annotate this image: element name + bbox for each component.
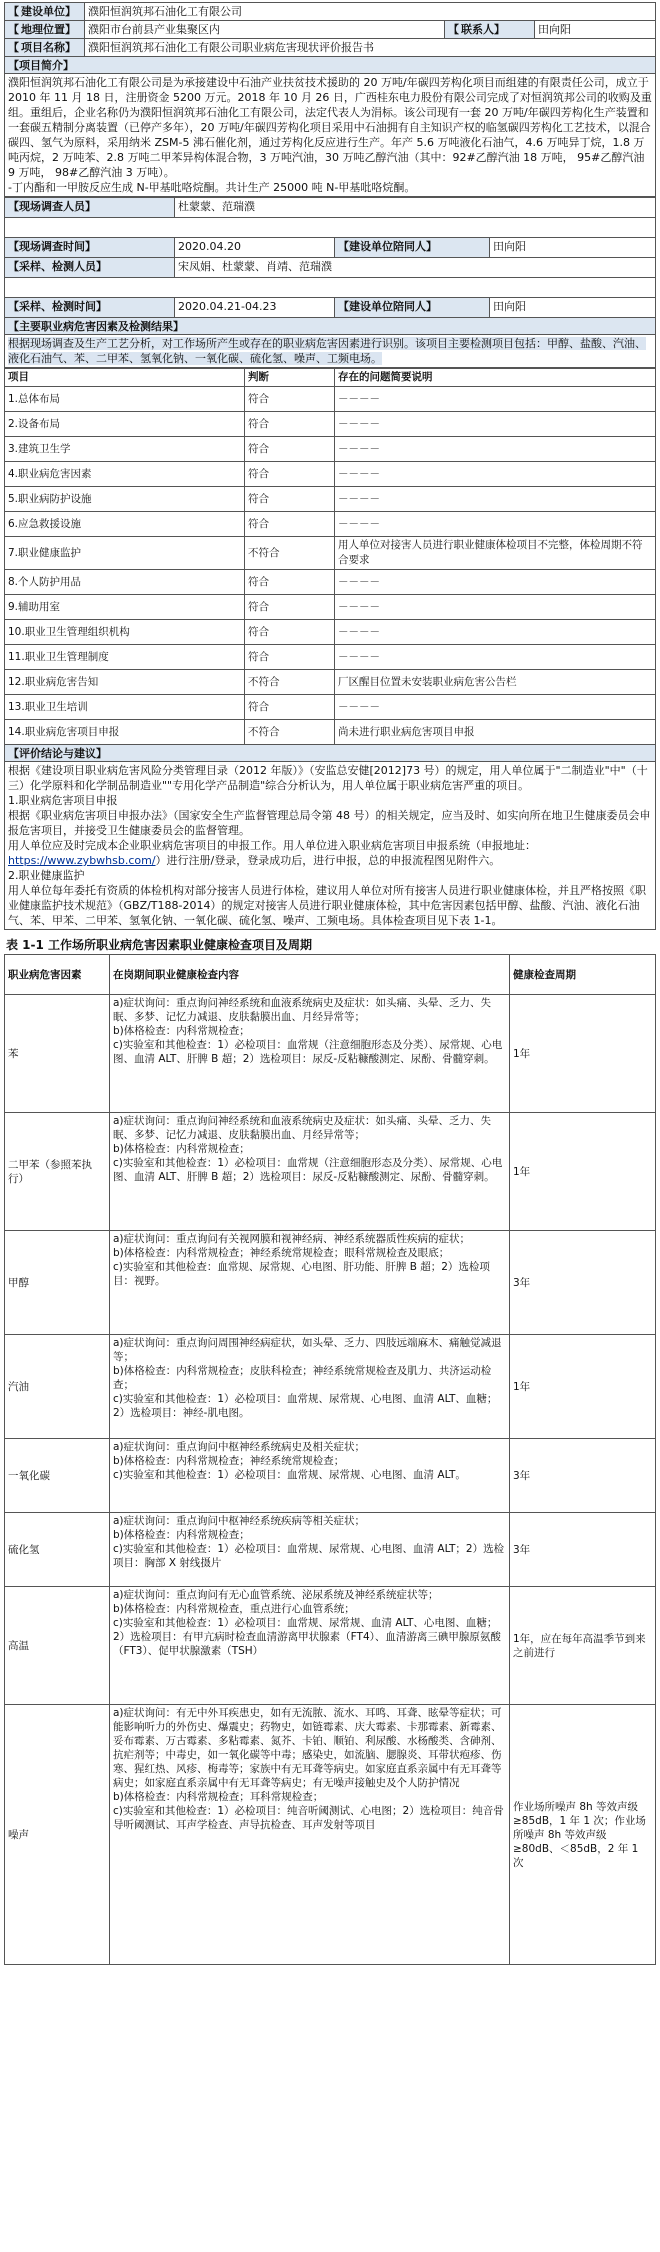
judgement-item: 10.职业卫生管理组织机构 <box>5 620 245 645</box>
judgement-note: －－－－ <box>335 412 656 437</box>
judgement-row <box>5 670 656 695</box>
judgement-note: －－－－ <box>335 387 656 412</box>
judgement-row <box>5 620 656 645</box>
project-value: 濮阳恒润筑邦石油化工有限公司职业病危害现状评价报告书 <box>85 39 656 57</box>
judgement-item: 9.辅助用室 <box>5 595 245 620</box>
health-cycle: 1年 <box>510 1335 656 1439</box>
investigators-value: 杜蒙蒙、范瑞濮 <box>175 198 656 218</box>
address-label: 【 地理位置】 <box>5 21 85 39</box>
survey-time-label: 【现场调查时间】 <box>5 238 175 258</box>
health-row <box>5 1439 656 1513</box>
sampling-value: 宋凤娟、杜蒙蒙、肖靖、范瑞濮 <box>175 258 656 278</box>
conclusion-para-3: 用人单位应及时完成本企业职业病危害项目的申报工作。用人单位进入职业病危害项目申报系统（申报地址：https://www.zybwhsb.com/）进行注册/登录，登录成功后，进行申报，总的申报流程图见附件六。 <box>8 839 536 867</box>
health-factor: 二甲苯（参照苯执行） <box>5 1113 110 1231</box>
judgement-item: 4.职业病危害因素 <box>5 462 245 487</box>
judgement-result: 不符合 <box>245 670 335 695</box>
health-header-row <box>5 955 656 995</box>
health-cycle: 1年，应在每年高温季节到来之前进行 <box>510 1587 656 1705</box>
judgement-item: 8.个人防护用品 <box>5 570 245 595</box>
factors-title: 【主要职业病危害因素及检测结果】 <box>4 318 656 335</box>
health-content: a)症状询问：重点询问神经系统和血液系统病史及症状：如头痛、头晕、乏力、失眠、多梦、记忆力减退、皮肤黏膜出血、月经异常等； b)体格检查：内科常规检查； c)实验室和其他检查：1）必检项目：血常规（注意细胞形态及分类）、尿常规、心电图、血清 ALT、肝脾 B 超；2）选检项目：尿反-反粘糠酸测定、尿酚、骨髓穿刺。 <box>110 1113 510 1231</box>
judgement-row <box>5 512 656 537</box>
judgement-item: 2.设备布局 <box>5 412 245 437</box>
conclusion-para-1: 根据《建设项目职业病危害风险分类管理目录（2012 年版）》（安监总安健[2012]73 号）的规定，用人单位属于"二制造业"中"（十三）化学原料和化学制品制造业""专用化学产品制造"综合分析认为，用人单位属于职业病危害严重的项目。 <box>8 764 648 792</box>
spacer-row <box>5 278 656 298</box>
judgement-result: 符合 <box>245 462 335 487</box>
health-cycle: 作业场所噪声 8h 等效声级≥85dB，1 年 1 次；作业场所噪声 8h 等效声级≥80dB、＜85dB，2 年 1 次 <box>510 1705 656 1965</box>
escort2-label: 【建设单位陪同人】 <box>335 298 490 318</box>
health-factor: 汽油 <box>5 1335 110 1439</box>
sampling-time-label: 【采样、检测时间】 <box>5 298 175 318</box>
health-cycle: 1年 <box>510 1113 656 1231</box>
health-row <box>5 1513 656 1587</box>
judgement-item: 14.职业病危害项目申报 <box>5 720 245 745</box>
health-factor: 噪声 <box>5 1705 110 1965</box>
conclusion-heading-1: 1.职业病危害项目申报 <box>8 794 118 807</box>
judgement-result: 不符合 <box>245 720 335 745</box>
health-cycle: 3年 <box>510 1231 656 1335</box>
health-row <box>5 1113 656 1231</box>
health-content: a)症状询问：重点询问有关视网膜和视神经病、神经系统器质性疾病的症状； b)体格检查：内科常规检查；神经系统常规检查；眼科常规检查及眼底； c)实验室和其他检查：血常规、尿常规、心电图、肝功能、肝脾 B 超；2）选检项目：视野。 <box>110 1231 510 1335</box>
overview-title: 【项目简介】 <box>4 57 656 74</box>
conclusion-para-2: 根据《职业病危害项目申报办法》（国家安全生产监督管理总局令第 48 号）的相关规定，应当及时、如实向所在地卫生健康委员会申报危害项目，并接受卫生健康委员会的监督管理。 <box>8 809 651 837</box>
judgement-note: 尚未进行职业病危害项目申报 <box>335 720 656 745</box>
judgement-item: 11.职业卫生管理制度 <box>5 645 245 670</box>
judgement-result: 符合 <box>245 645 335 670</box>
survey-table <box>4 197 656 318</box>
judgement-result: 符合 <box>245 570 335 595</box>
judgement-item: 13.职业卫生培训 <box>5 695 245 720</box>
judgement-result: 符合 <box>245 595 335 620</box>
health-exam-table <box>4 954 656 1965</box>
info-table <box>4 2 656 57</box>
judgement-row <box>5 437 656 462</box>
judgement-item: 7.职业健康监护 <box>5 537 245 570</box>
judgement-result: 符合 <box>245 620 335 645</box>
sampling-label: 【采样、检测人员】 <box>5 258 175 278</box>
health-row <box>5 1705 656 1965</box>
judgement-item: 6.应急救援设施 <box>5 512 245 537</box>
health-content: a)症状询问：重点询问周围神经病症状，如头晕、乏力、四肢远端麻木、痛触觉减退等； b)体格检查：内科常规检查；皮肤科检查；神经系统常规检查及肌力、共济运动检查； c)实验室和其他检查：1）必检项目：血常规、尿常规、心电图、血清 ALT、血糖；2）选检项目：神经-肌电图。 <box>110 1335 510 1439</box>
unit-label: 【 建设单位】 <box>5 3 85 21</box>
health-content: a)症状询问：重点询问神经系统和血液系统病史及症状：如头痛、头晕、乏力、失眠、多梦、记忆力减退、皮肤黏膜出血、月经异常等； b)体格检查：内科常规检查； c)实验室和其他检查：1）必检项目：血常规（注意细胞形态及分类）、尿常规、心电图、血清 ALT、肝脾 B 超；2）选检项目：尿反-反粘糠酸测定、尿酚、骨髓穿刺。 <box>110 995 510 1113</box>
judgement-row <box>5 720 656 745</box>
judgement-header-item: 项目 <box>5 369 245 387</box>
health-factor: 苯 <box>5 995 110 1113</box>
judgement-note: －－－－ <box>335 570 656 595</box>
judgement-note: －－－－ <box>335 595 656 620</box>
judgement-row <box>5 570 656 595</box>
conclusion-heading-2: 2.职业健康监护 <box>8 869 85 882</box>
health-content: a)症状询问：重点询问中枢神经系统疾病等相关症状； b)体格检查：内科常规检查； c)实验室和其他检查：1）必检项目：血常规、尿常规、心电图、血清 ALT；2）选检项目：胸部 X 射线摄片 <box>110 1513 510 1587</box>
judgement-note: 用人单位对接害人员进行职业健康体检项目不完整，体检周期不符合要求 <box>335 537 656 570</box>
judgement-row <box>5 537 656 570</box>
conclusion-text <box>4 762 656 930</box>
health-factor: 高温 <box>5 1587 110 1705</box>
judgement-result: 符合 <box>245 487 335 512</box>
health-header-factor: 职业病危害因素 <box>5 955 110 995</box>
conclusion-title: 【评价结论与建议】 <box>4 745 656 762</box>
health-factor: 一氧化碳 <box>5 1439 110 1513</box>
judgement-result: 符合 <box>245 437 335 462</box>
judgement-result: 符合 <box>245 412 335 437</box>
health-factor: 硫化氢 <box>5 1513 110 1587</box>
health-row <box>5 1231 656 1335</box>
overview-text: 濮阳恒润筑邦石油化工有限公司是为承接建设中石油产业扶贫技术援助的 20 万吨/年碳四芳构化项目而组建的有限责任公司，成立于 2010 年 11 月 18 日，注册资金 5200 万元。2018 年 10 月 26 日，广西桂东电力股份有限公司完成了对恒润筑邦公司的收购及重组。重组后，企业名称仍为濮阳恒润筑邦石油化工有限公司，法定代表人为涓标。该公司现有一套 20 万吨/年碳四芳构化生产装置和一套碳五精制分离装置（已停产多年），20 万吨/年碳四芳构化项目采用中石油拥有自主知识产权的临氢碳四芳构化工艺技术，以混合碳四、氢气为原料，采用纳米 ZSM-5 沸石催化剂，通过芳构化反应进行生产。年产 5.6 万吨液化石油气，4.6 万吨异丁烷，1.8 万吨丙烷，2 万吨苯、2.8 万吨二甲苯异构体混合物，3 万吨汽油，30 万吨乙醇汽油（其中：92#乙醇汽油 18 万吨， 95#乙醇汽油 9 万吨， 98#乙醇汽油 3 万吨）。 -丁内酯和一甲胺反应生成 N-甲基吡咯烷酮。共计生产 25000 吨 N-甲基吡咯烷酮。 <box>4 74 656 197</box>
health-row <box>5 1587 656 1705</box>
judgement-item: 12.职业病危害告知 <box>5 670 245 695</box>
unit-value: 濮阳恒润筑邦石油化工有限公司 <box>85 3 656 21</box>
judgement-item: 3.建筑卫生学 <box>5 437 245 462</box>
judgement-note: －－－－ <box>335 437 656 462</box>
judgement-row <box>5 487 656 512</box>
judgement-item: 1.总体布局 <box>5 387 245 412</box>
judgement-result: 符合 <box>245 512 335 537</box>
sampling-time-value: 2020.04.21-04.23 <box>175 298 335 318</box>
judgement-result: 不符合 <box>245 537 335 570</box>
factors-text: 根据现场调查及生产工艺分析，对工作场所产生或存在的职业病危害因素进行识别。该项目主要检测项目包括：甲醇、盐酸、汽油、液化石油气、苯、二甲苯、氢氧化钠、一氧化碳、硫化氢、噪声、工频电场。 <box>4 335 656 368</box>
health-content: a)症状询问：有无中外耳疾患史，如有无流脓、流水、耳鸣、耳聋、眩晕等症状；可能影响听力的外伤史、爆震史；药物史，如链霉素、庆大霉素、卡那霉素、新霉素、妥布霉素、万古霉素、多粘霉素、氮芥、卡铂、顺铂、利尿酸、水杨酸类、含砷剂、抗疟剂等；中毒史，如一氧化碳等中毒；感染史，如流脑、腮腺炎、耳带状疱疹、伤寒、猩红热、风疹、梅毒等；家族中有无耳聋等病史。如家庭直系亲属中有无耳聋等病史；如家庭直系亲属中有无耳聋等病史；有无噪声接触史及个人防护情况 b)体格检查：内科常规检查；耳科常规检查； c)实验室和其他检查：1）必检项目：纯音听阈测试、心电图；2）选检项目：纯音骨导听阈测试、耳声学检查、声导抗检查、耳声发射等项目 <box>110 1705 510 1965</box>
contact-value: 田向阳 <box>535 21 656 39</box>
judgement-result: 符合 <box>245 387 335 412</box>
judgement-note: 厂区醒目位置未安装职业病危害公告栏 <box>335 670 656 695</box>
escort-value: 田向阳 <box>490 238 656 258</box>
health-row <box>5 1335 656 1439</box>
judgement-table <box>4 368 656 745</box>
address-value: 濮阳市台前县产业集聚区内 <box>85 21 445 39</box>
health-cycle: 3年 <box>510 1513 656 1587</box>
judgement-row <box>5 462 656 487</box>
investigators-label: 【现场调查人员】 <box>5 198 175 218</box>
survey-time-value: 2020.04.20 <box>175 238 335 258</box>
health-header-cycle: 健康检查周期 <box>510 955 656 995</box>
health-row <box>5 995 656 1113</box>
judgement-result: 符合 <box>245 695 335 720</box>
spacer-row <box>5 218 656 238</box>
project-label: 【 项目名称】 <box>5 39 85 57</box>
health-factor: 甲醇 <box>5 1231 110 1335</box>
health-content: a)症状询问：重点询问中枢神经系统病史及相关症状； b)体格检查：内科常规检查；神经系统常规检查； c)实验室和其他检查：1）必检项目：血常规、尿常规、心电图、血清 ALT。 <box>110 1439 510 1513</box>
declaration-link[interactable]: https://www.zybwhsb.com/ <box>8 854 156 867</box>
judgement-row <box>5 387 656 412</box>
judgement-row <box>5 695 656 720</box>
contact-label: 【 联系人】 <box>445 21 535 39</box>
judgement-note: －－－－ <box>335 487 656 512</box>
judgement-row <box>5 595 656 620</box>
judgement-note: －－－－ <box>335 645 656 670</box>
health-cycle: 3年 <box>510 1439 656 1513</box>
health-cycle: 1年 <box>510 995 656 1113</box>
judgement-row <box>5 645 656 670</box>
conclusion-para-4: 用人单位每年委托有资质的体检机构对部分接害人员进行体检，建议用人单位对所有接害人员进行职业健康体检，并且严格按照《职业健康监护技术规范》（GBZ/T188-2014）的规定对接害人员进行职业健康体检，其中危害因素包括甲醇、盐酸、汽油、液化石油气、苯、甲苯、二甲苯、氢氧化钠、一氧化碳、硫化氢、噪声、工频电场。具体检查项目见下表 1-1。 <box>8 884 646 927</box>
escort-label: 【建设单位陪同人】 <box>335 238 490 258</box>
judgement-header-result: 判断 <box>245 369 335 387</box>
judgement-note: －－－－ <box>335 695 656 720</box>
judgement-row <box>5 412 656 437</box>
judgement-note: －－－－ <box>335 512 656 537</box>
judgement-note: －－－－ <box>335 462 656 487</box>
health-content: a)症状询问：重点询问有无心血管系统、泌尿系统及神经系统症状等； b)体格检查：内科常规检查，重点进行心血管系统； c)实验室和其他检查：1）必检项目：血常规、尿常规、血清 ALT、心电图、血糖；2）选检项目：有甲亢病时检查血清游离甲状腺素（FT4）、血清游离三碘甲腺原氨酸（FT3）、促甲状腺激素（TSH） <box>110 1587 510 1705</box>
health-header-content: 在岗期间职业健康检查内容 <box>110 955 510 995</box>
table-caption: 表 1-1 工作场所职业病危害因素职业健康检查项目及周期 <box>6 938 313 952</box>
judgement-item: 5.职业病防护设施 <box>5 487 245 512</box>
judgement-note: －－－－ <box>335 620 656 645</box>
judgement-header-row <box>5 369 656 387</box>
escort2-value: 田向阳 <box>490 298 656 318</box>
judgement-header-note: 存在的问题简要说明 <box>335 369 656 387</box>
